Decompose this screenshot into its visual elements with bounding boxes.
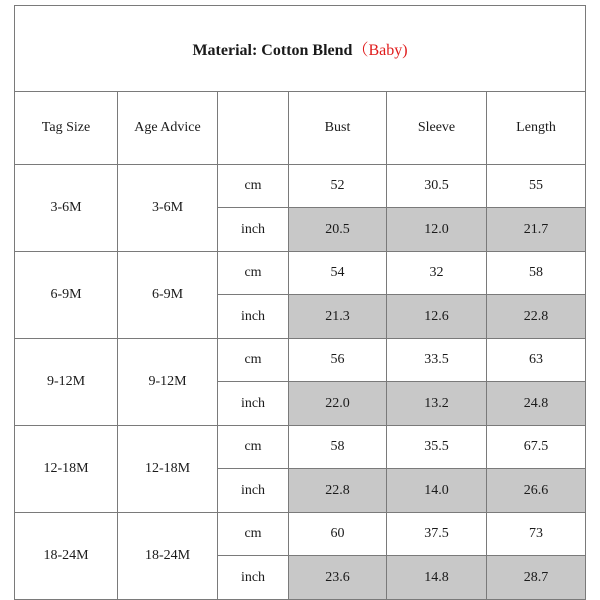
bust-cell: 60 [289,513,387,556]
unit-cell: cm [218,426,289,469]
unit-cell: cm [218,165,289,208]
bust-cell: 22.0 [289,382,387,426]
header-length: Length [487,92,586,165]
unit-cell: cm [218,252,289,295]
bust-cell: 58 [289,426,387,469]
bust-cell: 22.8 [289,469,387,513]
bust-cell: 52 [289,165,387,208]
sleeve-cell: 14.0 [387,469,487,513]
age-advice-cell: 12-18M [118,426,218,513]
length-cell: 63 [487,339,586,382]
unit-cell: inch [218,556,289,600]
age-advice-cell: 6-9M [118,252,218,339]
unit-cell: cm [218,513,289,556]
length-cell: 58 [487,252,586,295]
tag-size-cell: 18-24M [15,513,118,600]
tag-size-cell: 6-9M [15,252,118,339]
header-tag-size: Tag Size [15,92,118,165]
length-cell: 24.8 [487,382,586,426]
header-age-advice: Age Advice [118,92,218,165]
table-title [15,6,586,92]
bust-cell: 54 [289,252,387,295]
unit-cell: inch [218,469,289,513]
sleeve-cell: 32 [387,252,487,295]
sleeve-cell: 12.0 [387,208,487,252]
unit-cell: inch [218,382,289,426]
header-row [15,92,586,165]
title-row [15,6,586,92]
size-table [14,5,586,600]
length-cell: 67.5 [487,426,586,469]
header-unit [218,92,289,165]
size-row-cm [15,252,586,295]
title-main: Material: Cotton Blend [192,42,353,59]
age-advice-cell: 3-6M [118,165,218,252]
size-row-cm [15,426,586,469]
sleeve-cell: 37.5 [387,513,487,556]
length-cell: 26.6 [487,469,586,513]
header-sleeve: Sleeve [387,92,487,165]
unit-cell: inch [218,208,289,252]
size-row-cm [15,165,586,208]
age-advice-cell: 18-24M [118,513,218,600]
unit-cell: cm [218,339,289,382]
header-bust: Bust [289,92,387,165]
sleeve-cell: 30.5 [387,165,487,208]
sleeve-cell: 33.5 [387,339,487,382]
bust-cell: 56 [289,339,387,382]
size-chart [14,5,585,594]
sleeve-cell: 13.2 [387,382,487,426]
age-advice-cell: 9-12M [118,339,218,426]
tag-size-cell: 12-18M [15,426,118,513]
tag-size-cell: 3-6M [15,165,118,252]
sleeve-cell: 12.6 [387,295,487,339]
bust-cell: 20.5 [289,208,387,252]
length-cell: 22.8 [487,295,586,339]
length-cell: 55 [487,165,586,208]
size-row-cm [15,339,586,382]
sleeve-cell: 35.5 [387,426,487,469]
title-accent: （Baby) [352,42,408,59]
length-cell: 73 [487,513,586,556]
length-cell: 21.7 [487,208,586,252]
bust-cell: 21.3 [289,295,387,339]
tag-size-cell: 9-12M [15,339,118,426]
size-row-cm [15,513,586,556]
bust-cell: 23.6 [289,556,387,600]
length-cell: 28.7 [487,556,586,600]
unit-cell: inch [218,295,289,339]
sleeve-cell: 14.8 [387,556,487,600]
